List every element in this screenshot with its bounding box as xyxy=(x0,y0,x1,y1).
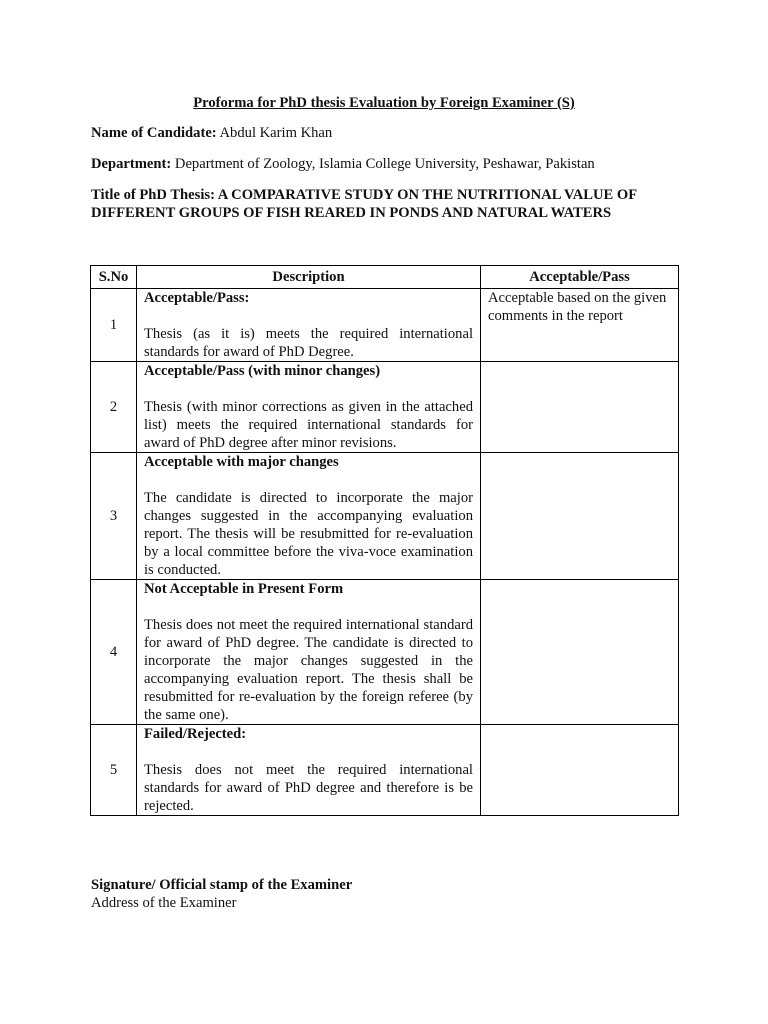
thesis-title-line xyxy=(91,186,681,222)
thesis-title-label: Title of PhD Thesis: xyxy=(91,187,215,203)
department-label: Department: xyxy=(91,156,172,172)
table-row xyxy=(91,362,679,453)
row-heading: Acceptable/Pass: xyxy=(144,290,250,306)
department-line xyxy=(91,155,681,173)
row-body: Thesis does not meet the required international standards for award of PhD degree and therefore is be rejected. xyxy=(144,762,473,814)
row-body: Thesis (as it is) meets the required international standards for award of PhD Degree. xyxy=(144,326,473,360)
row-body: Thesis (with minor corrections as given in the attached list) meets the required international standards for award of PhD degree after minor revisions. xyxy=(144,399,473,451)
candidate-name-label: Name of Candidate: xyxy=(91,125,217,141)
row-result[interactable] xyxy=(481,362,679,453)
row-result[interactable]: Acceptable based on the given comments in the report xyxy=(481,289,679,362)
row-body: Thesis does not meet the required international standard for award of PhD degree. The candidate is directed to incorporate the major changes suggested in the accompanying evaluation report. The thesis shall be resubmitted for re-evaluation by the foreign referee (by the same one). xyxy=(144,617,473,723)
row-sno: 5 xyxy=(91,725,137,816)
row-result[interactable] xyxy=(481,453,679,580)
document-title: Proforma for PhD thesis Evaluation by Foreign Examiner (S) xyxy=(193,95,575,111)
row-heading: Acceptable with major changes xyxy=(144,454,339,470)
table-row xyxy=(91,725,679,816)
header-sno: S.No xyxy=(91,266,137,289)
row-heading: Acceptable/Pass (with minor changes) xyxy=(144,363,381,379)
header-acceptable: Acceptable/Pass xyxy=(481,266,679,289)
row-result[interactable] xyxy=(481,725,679,816)
row-heading: Failed/Rejected: xyxy=(144,726,247,742)
header-description: Description xyxy=(137,266,481,289)
row-sno: 1 xyxy=(91,289,137,362)
row-result[interactable] xyxy=(481,580,679,725)
address-label: Address of the Examiner xyxy=(91,895,237,911)
row-description xyxy=(137,725,481,816)
table-row xyxy=(91,580,679,725)
thesis-title-value: A COMPARATIVE STUDY ON THE NUTRITIONAL VALUE OF DIFFERENT GROUPS OF FISH REARED IN PONDS AND NATURAL WATERS xyxy=(91,187,637,221)
table-row xyxy=(91,289,679,362)
row-sno: 2 xyxy=(91,362,137,453)
evaluation-table xyxy=(90,265,679,816)
row-description xyxy=(137,580,481,725)
candidate-name-value: Abdul Karim Khan xyxy=(216,125,333,141)
row-description xyxy=(137,362,481,453)
row-body: The candidate is directed to incorporate the major changes suggested in the accompanying evaluation report. The thesis will be resubmitted for re-evaluation by a local committee before the viva-voce examination is conducted. xyxy=(144,490,473,578)
department-value: Department of Zoology, Islamia College University, Peshawar, Pakistan xyxy=(171,156,595,172)
row-sno: 4 xyxy=(91,580,137,725)
signature-label: Signature/ Official stamp of the Examiner xyxy=(91,877,353,893)
row-heading: Not Acceptable in Present Form xyxy=(144,581,344,597)
row-description xyxy=(137,453,481,580)
row-sno: 3 xyxy=(91,453,137,580)
table-header-row xyxy=(91,266,679,289)
row-description xyxy=(137,289,481,362)
table-row xyxy=(91,453,679,580)
candidate-name-line xyxy=(91,124,681,142)
